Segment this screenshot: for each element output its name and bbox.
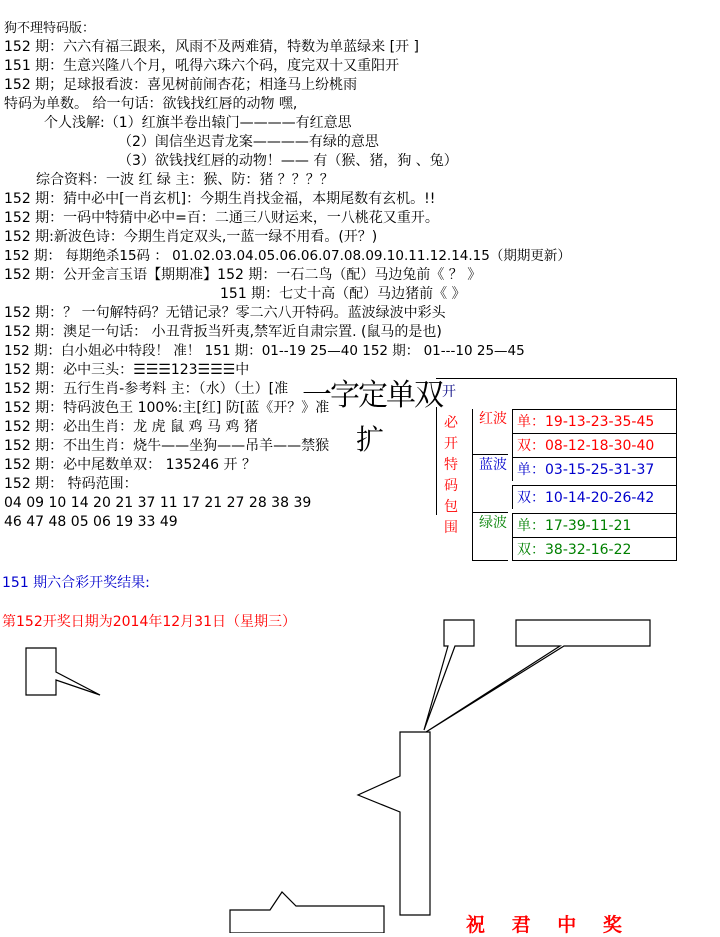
blessing-text: 祝 君 中 奖 [466,914,632,936]
page-title: 狗不理特码版： [4,21,96,36]
callout-shape [230,892,384,933]
text-line: 152 期：？ 一句解特码？无错记录？零二六八开特码。蓝波绿波中彩头 [4,305,446,321]
text-line: 152 期：猜中必中[一肖玄机]：今期生肖找金福，本期尾数有玄机。!! [4,191,436,207]
number-list: 04 09 10 14 20 21 37 11 17 21 27 28 38 39 [4,495,312,511]
text-line: 152 期：五行生肖-参考料 主：（水）（土）[准 [4,381,289,397]
placeholder-callouts [0,600,720,933]
wave-label-green: 绿波 [472,513,508,561]
text-line: 个人浅解:（1）红旗半卷出辕门————有红意思 [44,115,352,131]
range-box-side-label: 必开特码包围 [444,415,458,536]
text-line: 152 期：必中尾数单双： 135246 开 ？ [4,457,256,473]
text-line: （3）欲钱找红唇的动物！—— 有（猴、猪，狗 、兔） [118,153,458,169]
wave-label-blue: 蓝波 [472,455,508,513]
callout-shape [26,648,100,695]
text-line: 152 期：澳足一句话： 小丑背扳当歼夷,禁军近自肃宗置. (鼠马的是也) [4,324,442,340]
text-line: （2）闺信坐迟青龙案————有绿的意思 [118,134,379,150]
range-cell-red-odd: 单：19-13-23-35-45 [512,409,676,433]
draw-date: 第152开奖日期为2014年12月31日（星期三） [2,614,296,630]
text-line: 152 期：不出生肖：烧牛——坐狗——吊羊——禁猴 [4,438,330,454]
text-line: 特码为单数。 给一句话：欲钱找红唇的动物 嘿, [4,96,298,112]
range-cell-green-even: 双：38-32-16-22 [512,537,676,561]
wave-label-red: 红波 [472,409,508,455]
callout-shape [424,620,474,730]
range-cell-blue-even: 双：10-14-20-26-42 [512,485,676,509]
number-list: 46 47 48 05 06 19 33 49 [4,514,178,530]
range-cell-red-even: 双：08-12-18-30-40 [512,433,676,457]
text-line: 152 期： 每期绝杀15码 ： 01.02.03.04.05.06.06.07.08.09.10.11.12.14.15（期期更新） [4,248,571,264]
callout-shape [358,732,430,915]
text-line: 152 期：必中三头：☰☰☰123☰☰☰中 [4,362,250,378]
text-line: 152 期：一码中特猜中必中=百：二通三八财运来，一八桃花又重开。 [4,210,439,226]
range-box-header: 开 [442,384,456,400]
range-box-leftline [436,407,437,515]
text-line: 152 期:新波色诗：今期生肖定双头,一蓝一绿不用看。(开？) [4,229,378,245]
handwritten-overlay: 扩 [356,423,385,456]
range-cell-blue-odd: 单：03-15-25-31-37 [512,457,676,481]
text-line: 152 期；足球报看波：喜见树前闹杏花；相逢马上纷桃雨 [4,77,358,93]
range-cell-green-odd: 单：17-39-11-21 [512,513,676,537]
text-line: 152 期：六六有福三跟来，风雨不及两难猜，特数为单蓝绿来 [开 ] [4,39,419,55]
text-line: 151 期：生意兴隆八个月，吼得六珠六个码，度完双十又重阳开 [4,58,400,74]
text-line: 152 期：特码波色王 100%:主[红] 防[蓝《开？》准 [4,400,330,416]
text-line: 151 期：七丈十高（配）马边猪前《 》 [220,286,466,302]
text-line: 152 期： 特码范围： [4,476,138,492]
text-line: 152 期：白小姐必中特段！ 准！ 151 期：01--19 25—40 152 期： 01---10 25—45 [4,343,525,359]
handwritten-overlay: 一字定单双 [302,378,442,413]
result-title: 151 期六合彩开奖结果: [2,575,150,591]
range-box [436,378,677,561]
text-line: 综合资料：一波 红 绿 主：猴、防：猪 ？？？？ [36,172,334,188]
text-line: 152 期：公开金言玉语【期期准】152 期：一石二鸟（配）马边兔前《 ？ 》 [4,267,482,283]
text-line: 152 期：必出生肖：龙 虎 鼠 鸡 马 鸡 猪 [4,419,258,435]
